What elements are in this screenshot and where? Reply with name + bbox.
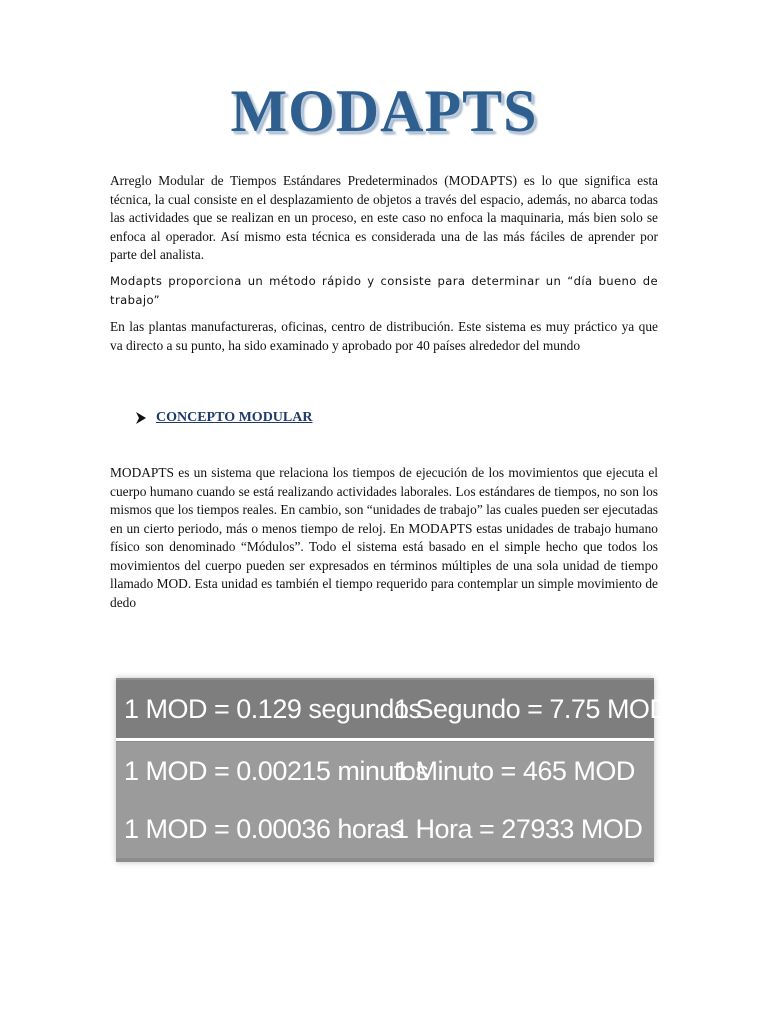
conversion-table (116, 678, 669, 862)
conversion-row (116, 742, 654, 800)
conversion-row (116, 680, 669, 738)
page-title: MODAPTS (230, 78, 538, 144)
conversion-row (116, 800, 654, 858)
time-to-mod-cell: 1 Segundo = 7.75 MOD (394, 693, 669, 724)
modular-concept-paragraph: MODAPTS es un sistema que relaciona los tiempos de ejecución de los movimientos que ejecuta el cuerpo humano cuando se está realizando actividades laborales. Los estándares de tiempos, no son los mismos que los tiempos reales. En cambio, son “unidades de trabajo” las cuales pueden ser ejecutadas en un cierto periodo, más o menos tiempo de reloj. En MODAPTS estas unidades de trabajo humano físico son denominado “Módulos”. Todo el sistema está basado en el simple hecho que todos los movimientos del cuerpo pueden ser expresados en términos múltiples de una sola unidad de tiempo llamado MOD. Esta unidad es también el tiempo requerido para contemplar un simple movimiento de dedo (110, 465, 658, 610)
plants-paragraph: En las plantas manufactureras, oficinas, centro de distribución. Este sistema es muy práctico ya que va directo a su punto, ha sido examinado y aprobado por 40 países alrededor del mundo (110, 319, 658, 353)
mod-to-time-cell: 1 MOD = 0.129 segundos (124, 693, 422, 724)
arrow-bullet-icon (136, 412, 146, 424)
section-heading (136, 410, 312, 426)
time-to-mod-cell: 1 Minuto = 465 MOD (394, 755, 635, 786)
modapts-method-paragraph: Modapts proporciona un método rápido y consiste para determinar un “día bueno de trabajo” (110, 274, 658, 307)
section-title: CONCEPTO MODULAR (156, 410, 313, 425)
row-divider (116, 738, 654, 741)
mod-to-time-cell: 1 MOD = 0.00215 minutos (124, 755, 429, 786)
time-to-mod-cell: 1 Hora = 27933 MOD (394, 813, 643, 844)
intro-paragraph: Arreglo Modular de Tiempos Estándares Predeterminados (MODAPTS) es lo que significa esta técnica, la cual consiste en el desplazamiento de objetos a través del espacio, además, no abarca todas las actividades que se realizan en un proceso, en este caso no enfoca la maquinaria, más bien solo se enfoca al operador. Así mismo esta técnica es considerada una de las más fáciles de aprender por parte del analista. (110, 173, 658, 262)
mod-to-time-cell: 1 MOD = 0.00036 horas (124, 813, 403, 844)
